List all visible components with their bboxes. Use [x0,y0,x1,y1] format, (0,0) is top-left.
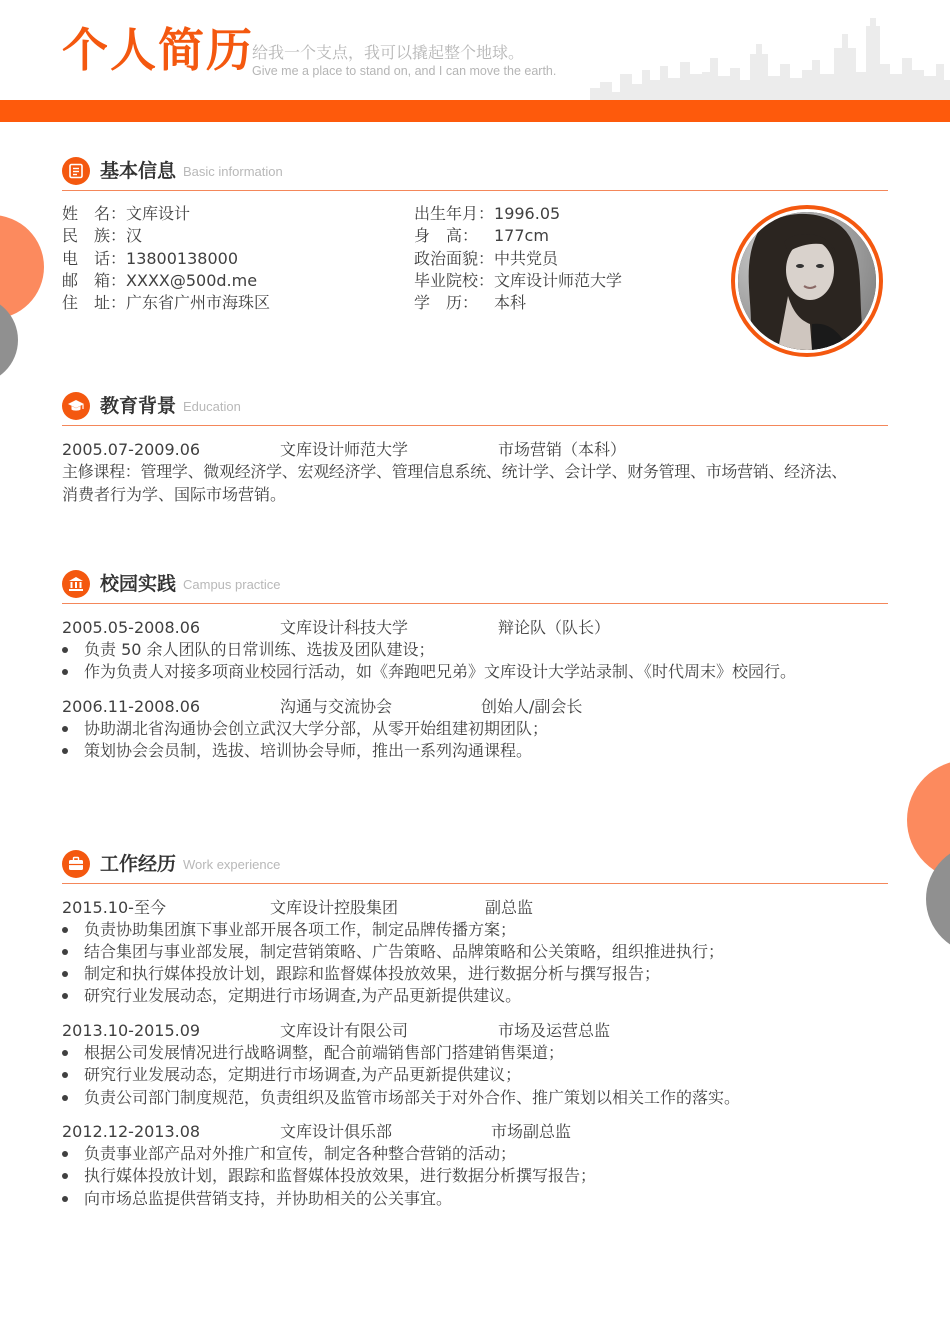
info-row-address: 住 址：广东省广州市海珠区 [62,293,271,312]
motto-english: Give me a place to stand on, and I can move the earth. [252,64,557,78]
work-entry-role: 市场副总监 [491,1122,572,1141]
section-subtitle: Campus practice [183,577,281,592]
work-entry-org: 文库设计俱乐部 [280,1122,393,1141]
decorative-circle-orange-left [0,215,44,319]
section-title: 教育背景 [100,395,177,417]
education-school: 文库设计师范大学 [280,440,409,459]
section-subtitle: Basic information [183,164,283,179]
campus-entry-period: 2006.11-2008.06 [62,697,201,716]
section-header-education [62,392,888,426]
info-row-phone: 电 话：13800138000 [62,249,238,268]
info-row-ethnicity: 民 族：汉 [62,226,143,245]
education-major: 市场营销（本科） [498,440,627,459]
info-row-degree: 学 历： 本科 [414,293,527,312]
graduation-cap-icon [62,392,90,420]
education-courses-line-1: 主修课程：管理学、微观经济学、宏观经济学、管理信息系统、统计学、会计学、财务管理、市场营销、经济法、 [62,462,848,481]
id-card-icon [62,157,90,185]
section-subtitle: Education [183,399,241,414]
info-row-height: 身 高： 177cm [414,226,549,245]
section-header-campus-practice [62,570,888,604]
work-entry-period: 2015.10-至今 [62,898,166,917]
info-row-email: 邮 箱：XXXX@500d.me [62,271,258,290]
education-period: 2005.07-2009.06 [62,440,201,459]
section-subtitle: Work experience [183,857,281,872]
info-row-name: 姓 名：文库设计 [62,204,191,223]
work-entry-org: 文库设计有限公司 [280,1021,409,1040]
work-entry-org: 文库设计控股集团 [270,898,399,917]
profile-photo-frame [731,205,883,357]
campus-entry-org: 沟通与交流协会 [280,697,393,716]
briefcase-icon [62,850,90,878]
profile-photo [738,212,876,350]
motto-chinese: 给我一个支点，我可以撬起整个地球。 [252,43,525,62]
education-courses-line-2: 消费者行为学、国际市场营销。 [62,485,287,504]
institution-icon [62,570,90,598]
work-entry-role: 副总监 [485,898,534,917]
campus-entry-period: 2005.05-2008.06 [62,618,201,637]
header-accent-bar [0,100,950,122]
work-entry-role: 市场及运营总监 [498,1021,611,1040]
campus-entry-org: 文库设计科技大学 [280,618,409,637]
section-title: 基本信息 [100,160,177,182]
campus-entry-role: 创始人/副会长 [481,697,583,716]
info-row-political: 政治面貌：中共党员 [414,249,559,268]
section-header-basic-info [62,157,888,191]
city-skyline-illustration [590,14,950,102]
section-header-work-experience [62,850,888,884]
info-row-birth: 出生年月：1996.05 [414,204,561,223]
work-entry-period: 2013.10-2015.09 [62,1021,201,1040]
info-row-school: 毕业院校：文库设计师范大学 [414,271,623,290]
work-entry-period: 2012.12-2013.08 [62,1122,201,1141]
section-title: 校园实践 [100,573,177,595]
resume-title: 个人简历 [62,23,254,77]
campus-entry-role: 辩论队（队长） [498,618,611,637]
section-title: 工作经历 [100,853,177,875]
